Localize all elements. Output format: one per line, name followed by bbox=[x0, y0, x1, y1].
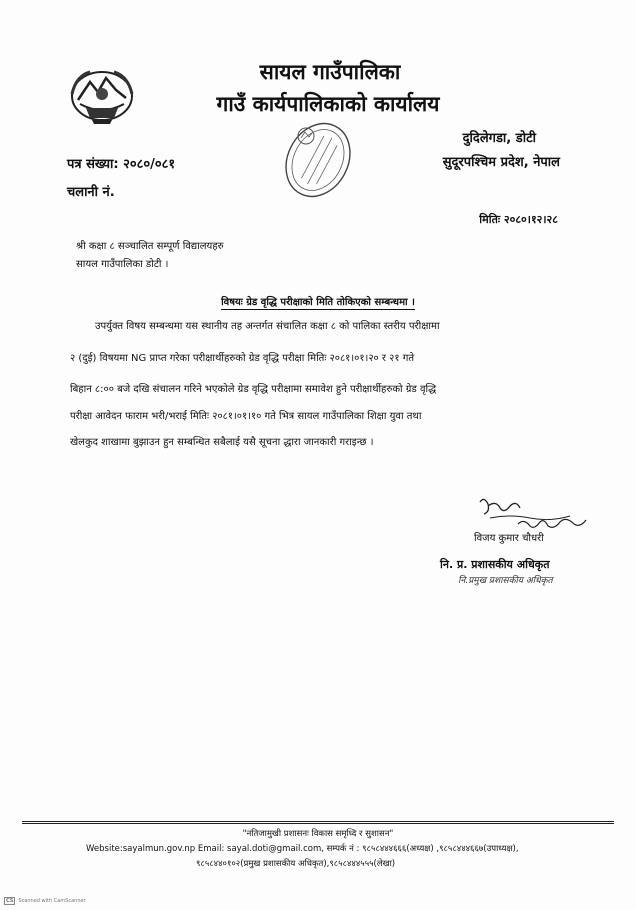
footer-divider bbox=[22, 823, 614, 824]
office-location-line2: सुदूरपश्चिम प्रदेश, नेपाल bbox=[442, 155, 560, 170]
body-line: २ (दुई) विषयमा NG प्राप्त गरेका परीक्षार्थीहरुको ग्रेड वृद्धि परीक्षा मितिः २०८१।०१।२० र २१ गते bbox=[70, 353, 415, 364]
recipient-line2: सायल गाउँपालिका डोटी । bbox=[76, 259, 169, 270]
office-location-line1: दुदिलेगडा, डोटी bbox=[462, 131, 536, 146]
office-name: गाउँ कार्यपालिकाको कार्यालय bbox=[216, 92, 440, 116]
footer-contact-line1: Website:sayalmun.gov.np Email: sayal.doti@gmail.com, सम्पर्क नं : ९८५८४४४६६६(अध्यक्ष) ,९८५८४४४६६७(उपाध्यक्ष), bbox=[86, 844, 519, 854]
dispatch-number: चलानी नं. bbox=[67, 185, 115, 200]
scanner-watermark bbox=[4, 897, 86, 905]
recipient-line1: श्री कक्षा ८ सञ्चालित सम्पूर्ण विद्यालयहरु bbox=[76, 241, 224, 252]
office-seal-icon bbox=[276, 112, 360, 208]
signatory-title: नि. प्र. प्रशासकीय अधिकृत bbox=[440, 558, 550, 571]
body-line: उपर्युक्त विषय सम्बन्धमा यस स्थानीय तह अन्तर्गत संचालित कक्षा ८ को पालिका स्तरीय परीक्षामा bbox=[95, 321, 440, 332]
body-line: परीक्षा आवेदन फाराम भरी/भराई मितिः २०८१।०१।१० गते भित्र सायल गाउँपालिका शिक्षा युवा तथा bbox=[70, 411, 422, 422]
letter-date: मितिः २०८०।१२।२८ bbox=[479, 213, 558, 226]
subject-line bbox=[0, 294, 636, 308]
footer-motto: "नतिजामुखी प्रशासनः विकास समृध्दि र सुशासन" bbox=[242, 829, 394, 839]
body-line: बिहान ८:०० बजे दखि संचालन गरिने भएकोले ग्रेड वृद्धि परीक्षामा समावेश हुने परीक्षार्थीहरुको ग्रेड वृद्धि bbox=[70, 384, 437, 395]
subject-text: विषयः ग्रेड वृद्धि परीक्षाको मिति तोकिएको सम्बन्धमा । bbox=[221, 297, 415, 308]
camscanner-logo-icon: CS bbox=[6, 898, 14, 904]
scanner-text: Scanned with CamScanner bbox=[18, 898, 86, 904]
signatory-stamp: नि.प्रमुख प्रशासकीय अधिकृत bbox=[458, 576, 553, 586]
letter-number: पत्र संख्या: २०८०/०८१ bbox=[67, 157, 176, 172]
body-line: खेलकुद शाखामा बुझाउन हुन सम्बन्धित सबैलाई यसै सूचना द्धारा जानकारी गराइन्छ । bbox=[70, 437, 374, 448]
municipality-name: सायल गाउँपालिका bbox=[259, 60, 401, 84]
signatory-name: विजय कुमार चौधरी bbox=[474, 533, 544, 544]
footer-divider bbox=[22, 821, 614, 822]
handwritten-signature bbox=[470, 494, 590, 532]
footer-contact-line2: ९८५८४४०१०२(प्रमुख प्रशासकीय अधिकृत),९८५८४४४५५५(लेखा) bbox=[196, 859, 396, 869]
